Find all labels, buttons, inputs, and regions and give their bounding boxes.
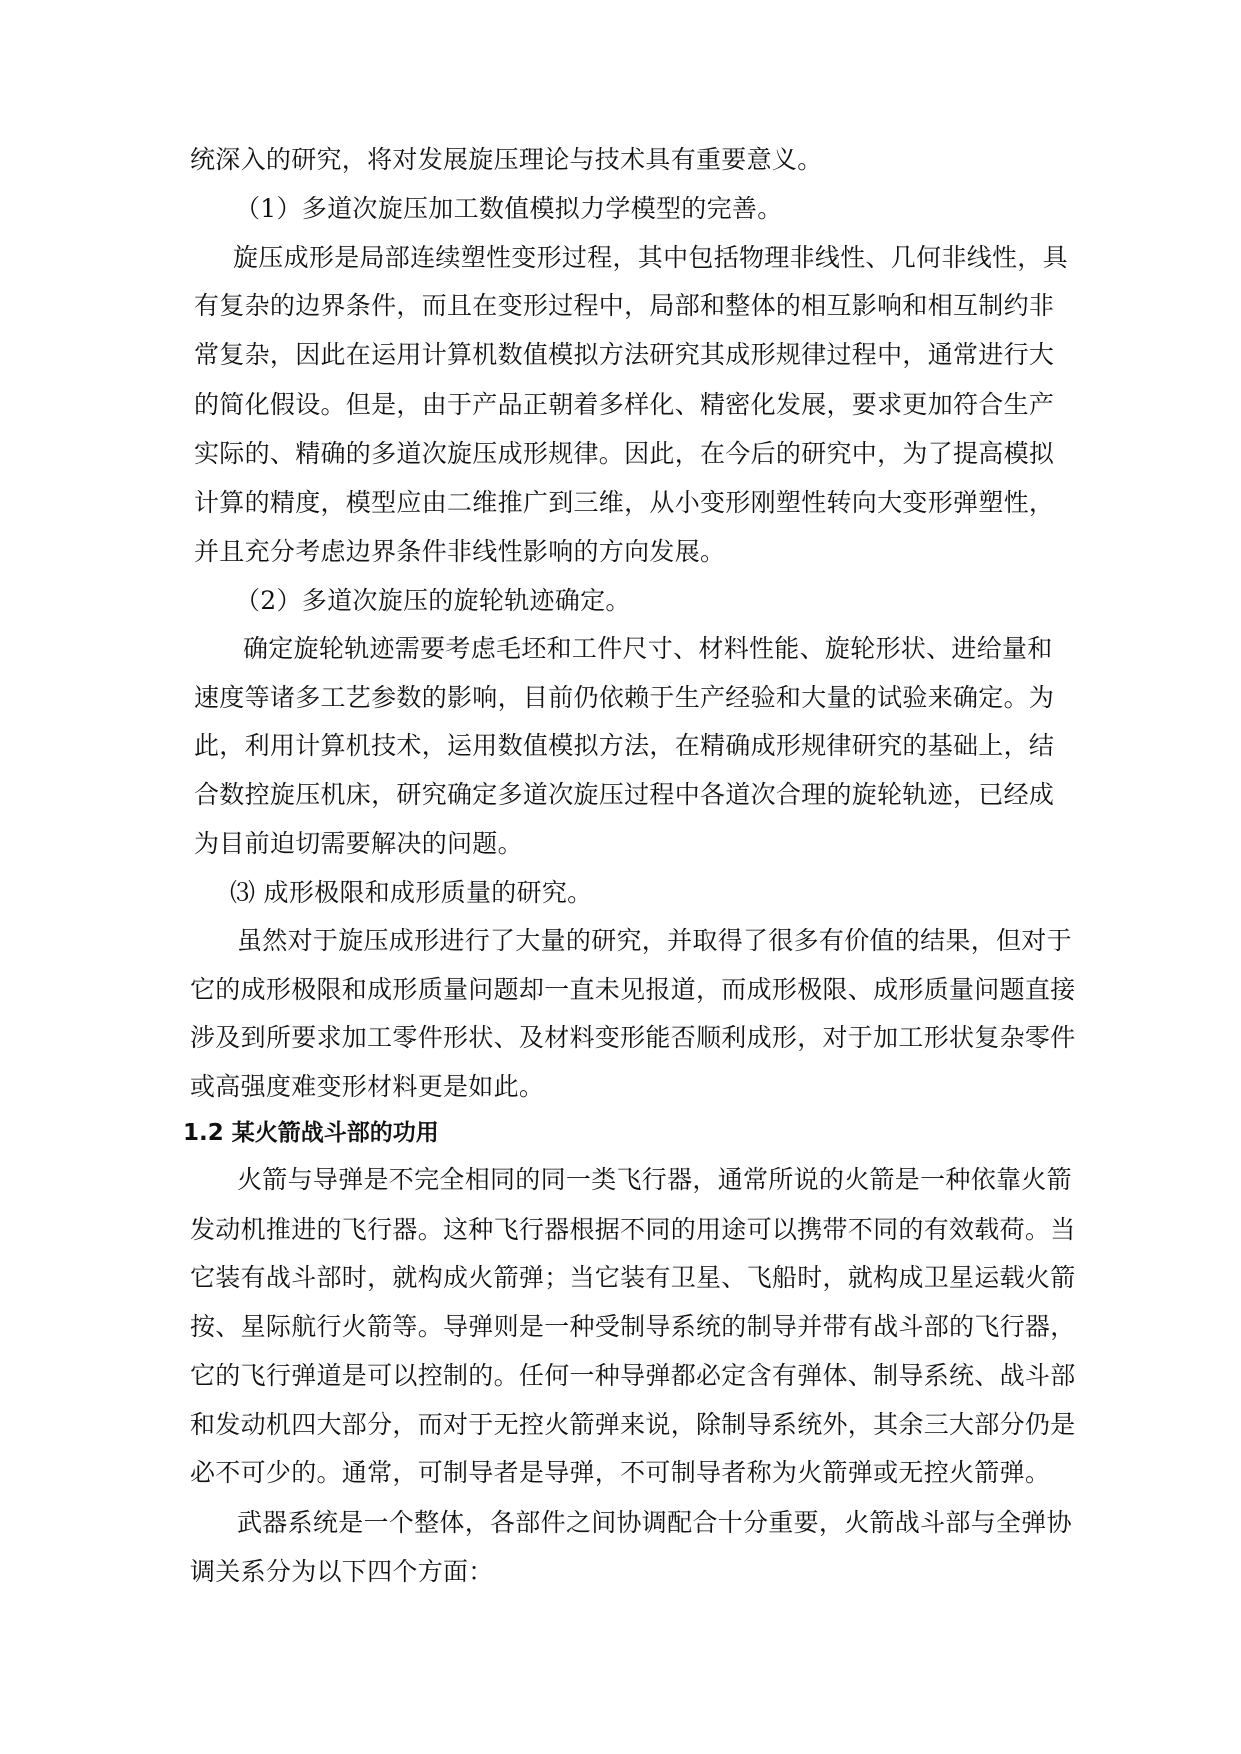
paragraph-line: 发动机推进的飞行器。这种飞行器根据不同的用途可以携带不同的有效载荷。当: [190, 1215, 1076, 1244]
paragraph-line: 为目前迫切需要解决的问题。: [194, 829, 523, 858]
paragraph-line: 它装有战斗部时，就构成火箭弹；当它装有卫星、飞船时，就构成卫星运载火箭: [190, 1263, 1076, 1292]
paragraph-line: 此，利用计算机技术，运用数值模拟方法，在精确成形规律研究的基础上，结: [194, 731, 1055, 760]
paragraph-line: 和发动机四大部分，而对于无控火箭弹来说，除制导系统外，其余三大部分仍是: [190, 1410, 1076, 1439]
paragraph-line: 常复杂，因此在运用计算机数值模拟方法研究其成形规律过程中，通常进行大: [194, 340, 1055, 369]
paragraph-line: 速度等诸多工艺参数的影响，目前仍依赖于生产经验和大量的试验来确定。为: [194, 683, 1055, 712]
section-heading: 1.2 某火箭战斗部的功用: [183, 1120, 439, 1146]
paragraph-line: 统深入的研究，将对发展旋压理论与技术具有重要意义。: [190, 145, 823, 174]
paragraph-line: 旋压成形是局部连续塑性变形过程，其中包括物理非线性、几何非线性，具: [233, 243, 1068, 272]
paragraph-line: 合数控旋压机床，研究确定多道次旋压过程中各道次合理的旋轮轨迹，已经成: [194, 780, 1055, 809]
paragraph-line: 它的成形极限和成形质量问题却一直未见报道，而成形极限、成形质量问题直接: [190, 975, 1076, 1004]
list-item-heading: （2）多道次旋压的旋轮轨迹确定。: [235, 586, 631, 615]
paragraph-line: 有复杂的边界条件，而且在变形过程中，局部和整体的相互影响和相互制约非: [194, 291, 1055, 320]
list-item-heading: ⑶ 成形极限和成形质量的研究。: [230, 878, 593, 907]
paragraph-line: 的简化假设。但是，由于产品正朝着多样化、精密化发展，要求更加符合生产: [194, 390, 1055, 419]
paragraph-line: 火箭与导弹是不完全相同的同一类飞行器，通常所说的火箭是一种依靠火箭: [237, 1165, 1072, 1194]
paragraph-line: 调关系分为以下四个方面：: [190, 1557, 494, 1586]
paragraph-line: 计算的精度，模型应由二维推广到三维，从小变形刚塑性转向大变形弹塑性，: [194, 488, 1055, 517]
paragraph-line: 武器系统是一个整体，各部件之间协调配合十分重要，火箭战斗部与全弹协: [237, 1508, 1072, 1537]
paragraph-line: 确定旋轮轨迹需要考虑毛坯和工件尺寸、材料性能、旋轮形状、进给量和: [243, 634, 1053, 663]
paragraph-line: 它的飞行弹道是可以控制的。任何一种导弹都必定含有弹体、制导系统、战斗部: [190, 1361, 1076, 1390]
list-item-heading: （1）多道次旋压加工数值模拟力学模型的完善。: [235, 194, 783, 223]
paragraph-line: 虽然对于旋压成形进行了大量的研究，并取得了很多有价值的结果，但对于: [237, 926, 1072, 955]
paragraph-line: 或高强度难变形材料更是如此。: [190, 1072, 545, 1101]
paragraph-line: 并且充分考虑边界条件非线性影响的方向发展。: [194, 537, 726, 566]
paragraph-line: 按、星际航行火箭等。导弹则是一种受制导系统的制导并带有战斗部的飞行器，: [190, 1312, 1076, 1341]
paragraph-line: 实际的、精确的多道次旋压成形规律。因此，在今后的研究中，为了提高模拟: [194, 439, 1055, 468]
paragraph-line: 必不可少的。通常，可制导者是导弹，不可制导者称为火箭弹或无控火箭弹。: [190, 1458, 1051, 1487]
paragraph-line: 涉及到所要求加工零件形状、及材料变形能否顺利成形，对于加工形状复杂零件: [190, 1023, 1076, 1052]
